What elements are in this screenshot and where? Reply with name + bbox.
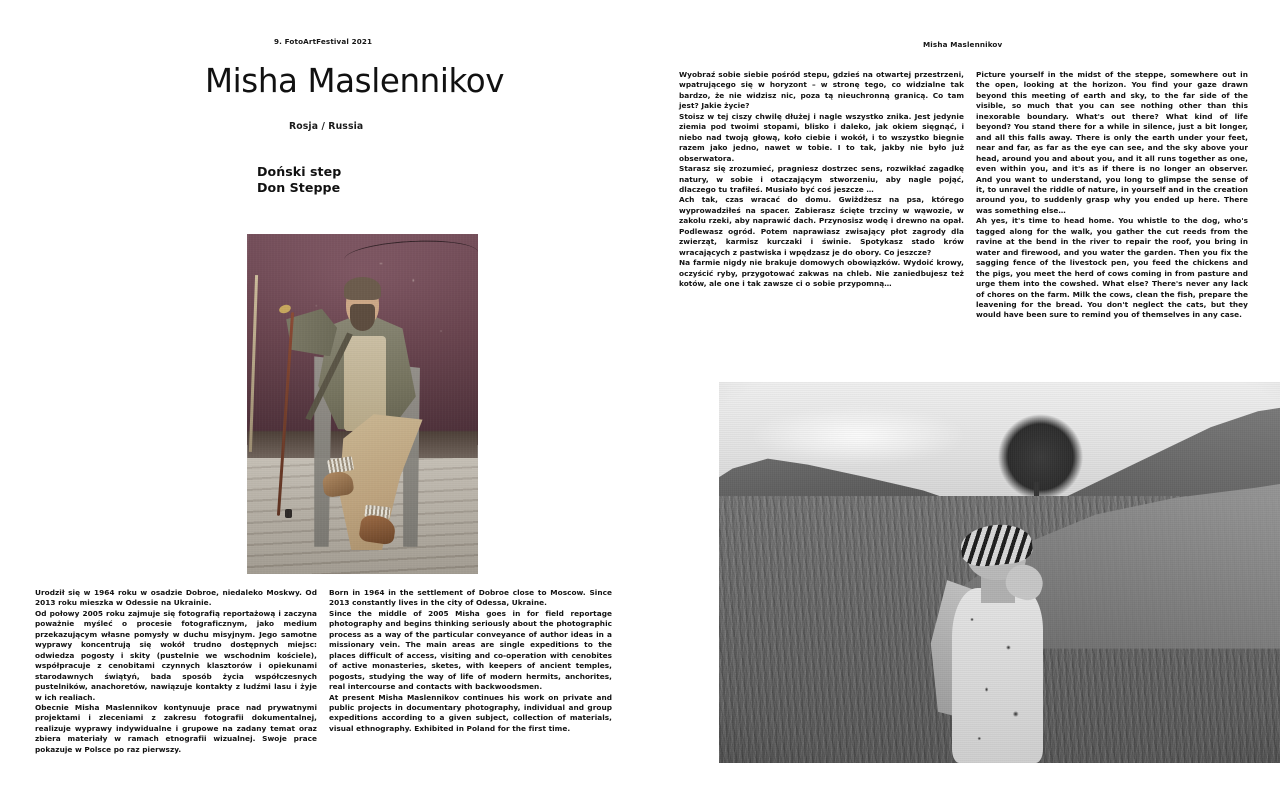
statement-pl-paragraph: Ach tak, czas wracać do domu. Gwiżdżesz na psa, którego wyprowadziłeś na spacer. Zabierasz ścięte trzciny w wąwozie, w zakolu rzeki, aby naprawić dach. Przynosisz wodę i drewno na opał. Podlewasz ogród. Potem naprawiasz zwisający płot zagrody dla zwierząt, karmisz kurczaki i świnie. Spotykasz stado krów wracających z pastwiska i wpędzasz je do obory. Co jeszcze? xyxy=(679,195,964,257)
statement-pl-paragraph: Starasz się zrozumieć, pragniesz dostrzec sens, rozwikłać zagadkę natury, w sobie i otaczającym stworzeniu, aby nagle pojąć, dlaczego tu trafiłeś. Musiało być coś jeszcze … xyxy=(679,164,964,194)
biography-en-paragraph: Since the middle of 2005 Misha goes in for field reportage photography and begins thinking seriously about the photographic process as a way of the particular conveyance of author ideas in a missionary vein. The main areas are single expeditions to the places difficult of access, visiting and co-operation with cenobites of active monasteries, sketes, with keepers of ancient temples, pogosts, studying the way of life of modern hermits, anchorites, real intercourse and contacts with backwoodsmen. xyxy=(329,608,612,692)
running-head-right: Misha Maslennikov xyxy=(923,40,1003,49)
series-title-pl: Doński step xyxy=(257,164,342,180)
landscape-cloud xyxy=(753,405,1015,466)
biography-column-pl xyxy=(35,588,317,755)
statement-pl-paragraph: Stoisz w tej ciszy chwilę dłużej i nagle wszystko znika. Jest jedynie ziemia pod twoimi stopami, blisko i daleko, jak okiem sięgnąć, i niebo nad twoją głową, koło ciebie i wokół, i to wszystko biegnie razem jako jedno, nawet w tobie. I to tak, jakby nie było już obserwatora. xyxy=(679,111,964,163)
biography-en-paragraph: At present Misha Maslennikov continues his work on private and public projects in documentary photography, individual and group expeditions according to a given subject, collection of materials, visual ethnography. Exhibited in Poland for the first time. xyxy=(329,692,612,733)
biography-pl-paragraph: Obecnie Misha Maslennikov kontynuuje prace nad prywatnymi projektami i zleceniami z zakresu fotografii dokumentalnej, realizuje wyprawy indywidualne i grupowe na zadany temat oraz zbiera materiały w ramach etnografii wizualnej. Swoje prace pokazuje w Polsce po raz pierwszy. xyxy=(35,702,317,754)
landscape-photo xyxy=(719,382,1280,763)
portrait-beard xyxy=(350,304,375,331)
page-title: Misha Maslennikov xyxy=(205,62,505,100)
running-head-left: 9. FotoArtFestival 2021 xyxy=(274,37,373,46)
biography-en-paragraph: Born in 1964 in the settlement of Dobroe close to Moscow. Since 2013 constantly lives in the city of Odessa, Ukraine. xyxy=(329,588,612,608)
statement-column-pl xyxy=(679,70,964,290)
biography-column-en xyxy=(329,588,612,734)
statement-pl-paragraph: Wyobraź sobie siebie pośród stepu, gdzieś na otwartej przestrzeni, wpatrującego się w horyzont – w stronę tego, co widzialne tak bardzo, że nie widzisz nic, poza tą nieuchronną granicą. Co tam jest? Jakie życie? xyxy=(679,70,964,111)
biography-pl-paragraph: Od połowy 2005 roku zajmuje się fotografią reportażową i zaczyna poważnie myśleć o procesie fotograficznym, jako medium przekazującym własne pomysły w duchu misyjnym. Jego samotne wyprawy koncentrują się wokół trudno dostępnych miejsc: odwiedza pogosty i skity (pustelnie we wschodnim kościele), współpracuje z cenobitami czynnych klasztorów i opiekunami starodawnych świątyń, bada sposób życia współczesnych pustelników, anachoretów, nawiązuje kontakty z ludźmi lasu i żyje w ich realiach. xyxy=(35,608,317,702)
portrait-hair xyxy=(344,277,381,301)
series-title-en: Don Steppe xyxy=(257,179,341,195)
portrait-cane-tip xyxy=(285,509,292,518)
artist-country: Rosja / Russia xyxy=(289,121,364,133)
statement-pl-paragraph: Na farmie nigdy nie brakuje domowych obowiązków. Wydoić krowy, oczyścić ryby, przygotować zakwas na chleb. Nie zaniedbujesz też kotów, ale one i tak zawsze ci o sobie przypomną… xyxy=(679,258,964,289)
title-block xyxy=(205,64,625,196)
landscape-woman-dress xyxy=(952,588,1043,763)
statement-en-paragraph: Ah yes, it's time to head home. You whistle to the dog, who's tagged along for the walk, you gather the cut reeds from the ravine at the bend in the river to repair the roof, you bring in water and firewood, and you water the garden. Then you fix the sagging fence of the livestock pen, you feed the chickens and the pigs, you meet the herd of cows coming in from pasture and urge them into the cowshed. What else? There's never any lack of chores on the farm. Milk the cows, clean the fish, prepare the leavening for the bread. You don't neglect the cats, but they would have been sure to remind you of themselves in any case. xyxy=(976,216,1248,320)
series-title-group xyxy=(205,132,625,196)
statement-column-en xyxy=(976,70,1248,321)
biography-pl-paragraph: Urodził się w 1964 roku w osadzie Dobroe, niedaleko Moskwy. Od 2013 roku mieszka w Odessie na Ukrainie. xyxy=(35,588,317,608)
portrait-photo xyxy=(247,234,478,574)
statement-en-paragraph: Picture yourself in the midst of the steppe, somewhere out in the open, looking at the horizon. You find your gaze drawn beyond this meeting of earth and sky, to the far side of the visible, so much that you can see nothing other than this inexorable boundary. What's out there? What kind of life beyond? You stand there for a while in silence, just a bit longer, and all this falls away. There is only the earth under your feet, near and far, as far as the eye can see, and the sky above your head, around you and about you, and it all runs together as one, even within you, and it's as if there is no longer an observer. And you want to understand, you long to glimpse the sense of it, to unravel the riddle of nature, in yourself and in the creation around you, to suddenly grasp why you ended up here. There was something else… xyxy=(976,70,1248,215)
